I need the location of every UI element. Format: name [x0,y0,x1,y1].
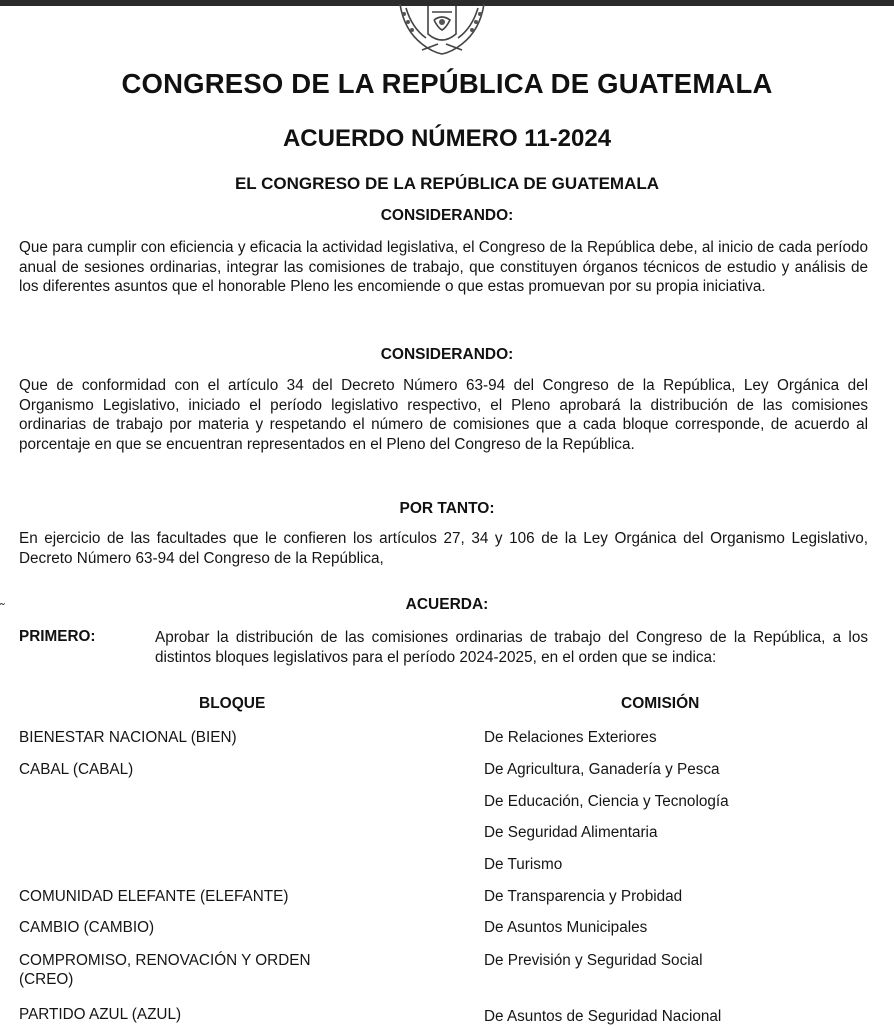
bloque-cell-continuation: (CREO) [19,971,74,988]
bloque-cell: PARTIDO AZUL (AZUL) [19,1006,182,1023]
acuerdo-number: ACUERDO NÚMERO 11-2024 [282,125,612,152]
comision-cell: De Educación, Ciencia y Tecnología [484,793,729,810]
considerando-heading-2: CONSIDERANDO: [380,346,514,363]
document-title: CONGRESO DE LA REPÚBLICA DE GUATEMALA [121,68,773,99]
por-tanto-paragraph: En ejercicio de las facultades que le confieren los artículos 27, 34 y 106 de la Ley Orgánica del Organismo Legislativo, Decreto Número 63-94 del Congreso de la República, [19,530,868,567]
considerando-heading-1: CONSIDERANDO: [380,207,514,224]
comision-cell: De Relaciones Exteriores [484,729,657,746]
margin-mark: ˜ [0,600,5,616]
bloque-cell: COMUNIDAD ELEFANTE (ELEFANTE) [19,888,289,905]
primero-label: PRIMERO: [19,628,96,645]
comision-cell: De Previsión y Seguridad Social [484,952,703,969]
column-header-comision: COMISIÓN [621,695,700,712]
comision-cell: De Asuntos de Seguridad Nacional [484,1008,722,1025]
column-header-bloque: BLOQUE [199,695,266,712]
bloque-cell: COMPROMISO, RENOVACIÓN Y ORDEN [19,952,311,969]
bloque-cell: CAMBIO (CAMBIO) [19,919,155,936]
bloque-cell: BIENESTAR NACIONAL (BIEN) [19,729,237,746]
considerando-paragraph-2: Que de conformidad con el artículo 34 del Decreto Número 63-94 del Congreso de la República, Ley Orgánica del Organismo Legislativo, iniciado el período legislativo respectivo, el Pleno aprobará la distribución de las comisiones ordinarias de trabajo por materia y respetando el número de comisiones que a cada bloque corresponde, de acuerdo al porcentaje en que se encuentran representados en el Pleno del Congreso de la República. [19,377,868,453]
bloque-cell: CABAL (CABAL) [19,761,134,778]
comision-cell: De Asuntos Municipales [484,919,648,936]
por-tanto-heading: POR TANTO: [399,500,495,517]
comision-cell: De Seguridad Alimentaria [484,824,658,841]
primero-text: Aprobar la distribución de las comisiones ordinarias de trabajo del Congreso de la República, a los distintos bloques legislativos para el período 2024-2025, en el orden que se indica: [155,629,868,666]
issuer-heading: EL CONGRESO DE LA REPÚBLICA DE GUATEMALA [234,174,660,193]
comision-cell: De Turismo [484,856,563,873]
acuerda-heading: ACUERDA: [405,596,489,613]
comision-cell: De Agricultura, Ganadería y Pesca [484,761,720,778]
comision-cell: De Transparencia y Probidad [484,888,683,905]
considerando-paragraph-1: Que para cumplir con eficiencia y eficacia la actividad legislativa, el Congreso de la República debe, al inicio de cada período anual de sesiones ordinarias, integrar las comisiones de trabajo, que constituyen órganos técnicos de estudio y análisis de los diferentes asuntos que el honorable Pleno les encomiende o que estas promuevan por su propia iniciativa. [19,239,868,295]
coat-of-arms-icon [392,0,492,60]
